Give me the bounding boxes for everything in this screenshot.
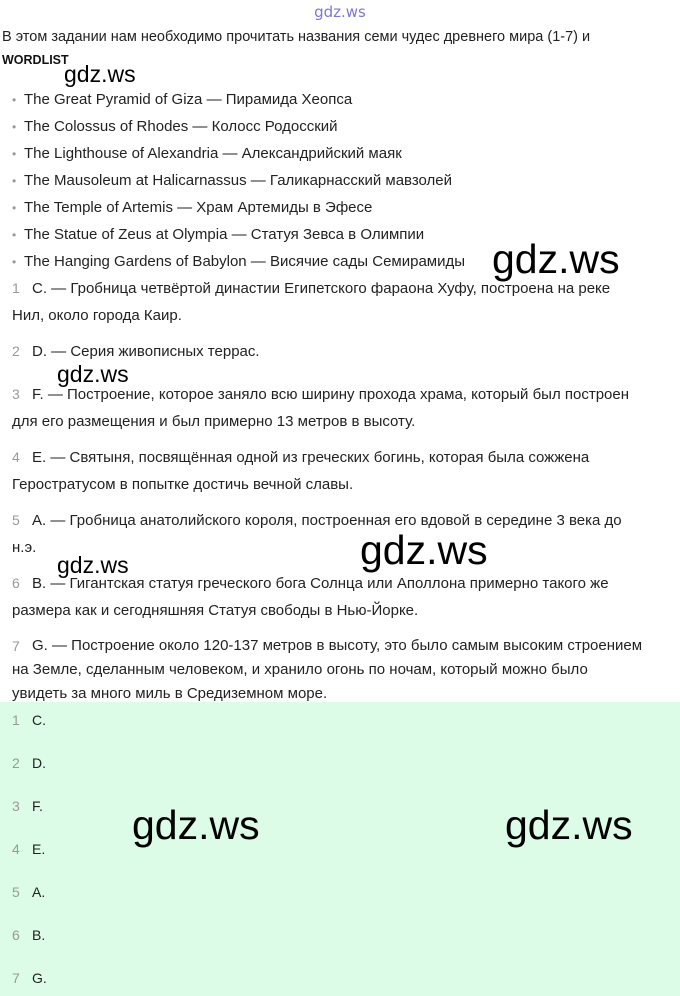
description-line: н.э. — [12, 539, 37, 556]
item-number: 7 — [12, 970, 20, 986]
list-item: • The Mausoleum at Halicarnassus — Галикарнасский мавзолей — [12, 172, 453, 189]
list-item: • The Great Pyramid of Giza — Пирамида Хеопса — [12, 91, 353, 108]
description-line: D. — Серия живописных террас. — [32, 343, 260, 360]
description-line: Нил, около города Каир. — [12, 307, 182, 324]
item-number: 6 — [12, 575, 20, 591]
watermark: gdz.ws — [57, 552, 129, 578]
item-number: 2 — [12, 755, 20, 771]
description-line: на Земле, сделанным человеком, и хранило огонь по ночам, который можно было — [12, 661, 588, 678]
answer-item — [12, 798, 43, 814]
answer-item — [12, 927, 45, 943]
wordlist — [12, 90, 465, 279]
item-number: 1 — [12, 712, 20, 728]
answer-item — [12, 970, 47, 986]
list-item: • The Temple of Artemis — Храм Артемиды в Эфесе — [12, 199, 373, 216]
bullet-icon: • — [12, 201, 17, 215]
watermark: gdz.ws — [132, 802, 260, 848]
description-item — [12, 275, 680, 329]
description-line: E. — Святыня, посвящённая одной из греческих богинь, которая была сожжена — [32, 449, 590, 466]
bullet-icon: • — [12, 255, 17, 269]
answer-value: B. — [32, 927, 46, 943]
answer-item — [12, 755, 46, 771]
description-line: A. — Гробница анатолийского короля, построенная его вдовой в середине 3 века до — [32, 512, 622, 529]
watermark: gdz.ws — [57, 361, 129, 387]
description-line: Геростратусом в попытке достичь вечной славы. — [12, 476, 354, 493]
bullet-icon: • — [12, 228, 17, 242]
watermark: gdz.ws — [492, 236, 620, 282]
description-line: увидеть за много миль в Средиземном море. — [12, 685, 328, 702]
description-line: F. — Построение, которое заняло всю ширину прохода храма, который был построен — [32, 386, 630, 403]
bullet-icon: • — [12, 120, 17, 134]
item-number: 2 — [12, 343, 20, 359]
answer-value: D. — [32, 755, 46, 771]
list-item: • The Hanging Gardens of Babylon — Висячие сады Семирамиды — [12, 253, 466, 270]
watermark: gdz.ws — [360, 527, 488, 573]
description-line: B. — Гигантская статуя греческого бога Солнца или Аполлона примерно такого же — [32, 575, 609, 592]
description-line: G. — Построение около 120-137 метров в высоту, это было самым высоким строением — [32, 637, 643, 654]
description-item — [12, 444, 680, 498]
list-item: • The Lighthouse of Alexandria — Александрийский маяк — [12, 145, 402, 162]
description-line: для его размещения и был примерно 13 метров в высоту. — [12, 413, 416, 430]
answer-item — [12, 841, 45, 857]
answer-item — [12, 884, 45, 900]
description-item — [12, 381, 680, 435]
list-item: • The Statue of Zeus at Olympia — Статуя Зевса в Олимпии — [12, 226, 425, 243]
description-item — [12, 634, 680, 706]
item-number: 7 — [12, 638, 20, 654]
site-header-logo[interactable]: gdz.ws — [314, 3, 366, 21]
answer-value: C. — [32, 712, 46, 728]
item-number: 4 — [12, 841, 20, 857]
answer-value: A. — [32, 884, 46, 900]
item-number: 3 — [12, 386, 20, 402]
bullet-icon: • — [12, 147, 17, 161]
item-number: 5 — [12, 884, 20, 900]
item-number: 4 — [12, 449, 20, 465]
intro-text: В этом задании нам необходимо прочитать названия семи чудес древнего мира (1-7) и — [2, 29, 591, 45]
description-line: размера как и сегодняшняя Статуя свободы в Нью-Йорке. — [12, 602, 419, 619]
bullet-icon: • — [12, 93, 17, 107]
item-number: 5 — [12, 512, 20, 528]
item-number: 6 — [12, 927, 20, 943]
answer-value: F. — [32, 798, 43, 814]
list-item: • The Colossus of Rhodes — Колосс Родосский — [12, 118, 338, 135]
answer-item — [12, 712, 46, 728]
answer-value: E. — [32, 841, 46, 857]
bullet-icon: • — [12, 174, 17, 188]
item-number: 1 — [12, 280, 20, 296]
wordlist-title: WORDLIST — [2, 53, 69, 67]
item-number: 3 — [12, 798, 20, 814]
answer-value: G. — [32, 970, 47, 986]
watermark: gdz.ws — [64, 61, 136, 87]
watermark: gdz.ws — [505, 802, 633, 848]
answers-panel — [0, 702, 680, 996]
description-line: C. — Гробница четвёртой династии Египетского фараона Хуфу, построена на реке — [32, 280, 611, 297]
